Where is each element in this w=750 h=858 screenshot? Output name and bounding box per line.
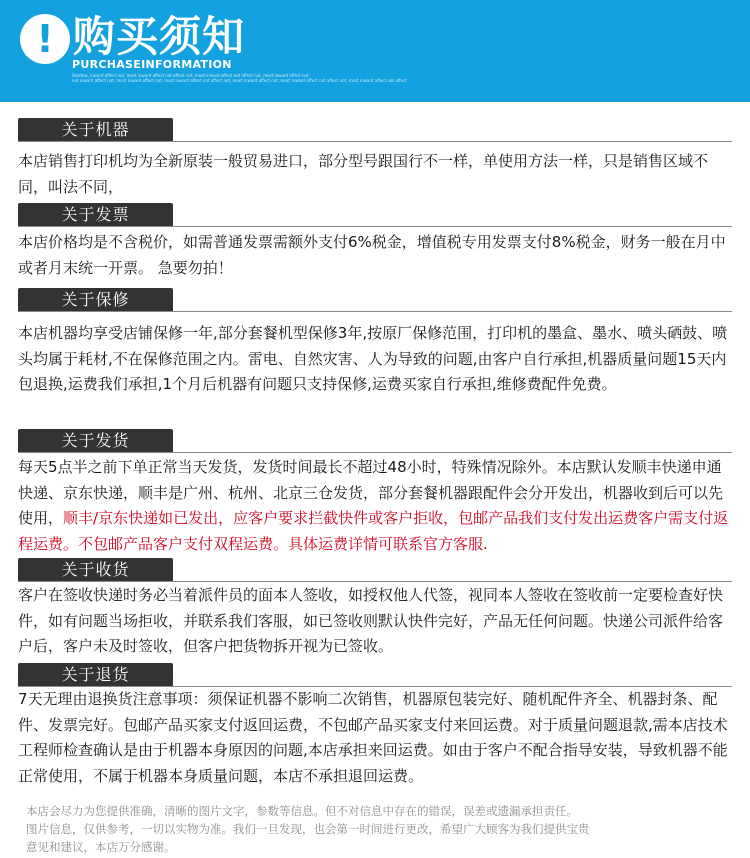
section-text-returns: 7天无理由退换货注意事项：须保证机器不影响二次销售，机器原包装完好、随机配件齐全、机器封条、配件、发票完好。包邮产品买家支付返回运费，不包邮产品买家支付来回运费。对于质量问题退款,需本店技术工程师检查确认是由于机器本身原因的问题,本店承担来回运费。如由于客户不配合指导安装，导致机器不能正常使用，不属于机器本身质量问题，本店不承担退回运费。 (18, 690, 728, 785)
divider (18, 141, 732, 142)
page-title: 购买须知 (73, 12, 246, 61)
footer-line: 意见和建议，本店万分感谢。 (26, 840, 176, 854)
divider (18, 226, 732, 227)
section-label-invoice: 关于发票 (18, 203, 173, 227)
footer-line: 图片信息，仅供参考，一切以实物为准。我们一旦发现，也会第一时间进行更改，希望广大顾客为我们提供宝贵 (26, 822, 590, 836)
section-label-shipping: 关于发货 (18, 429, 173, 453)
shipping-warning-text: 顺丰/京东快递如已发出，应客户要求拦截快件或客户拒收，包邮产品我们支付发出运费客户需支付返程运费。不包邮产品客户支付双程运费。具体运费详情可联系官方客服. (18, 509, 729, 553)
divider (18, 581, 732, 582)
section-text-machine: 本店销售打印机均为全新原装一般贸易进口，部分型号跟国行不一样，单使用方法一样，只是销售区域不同，叫法不同， (18, 152, 709, 196)
section-label-warranty: 关于保修 (18, 288, 173, 312)
shipping-text: 每天5点半之前下单正常当天发货，发货时间最长不超过48小时，特殊情况除外。本店默认发顺丰快递申通快递、京东快递，顺丰是广州、杭州、北京三仓发货，部分套餐机器跟配件会分开发出，机器收到后可以先使用， (18, 458, 724, 527)
footer-disclaimer (26, 802, 726, 856)
header-banner (0, 0, 750, 102)
section-text-warranty: 本店机器均享受店铺保修一年,部分套餐机型保修3年,按原厂保修范围，打印机的墨盒、墨水、喷头硒鼓、喷头均属于耗材,不在保修范围之内。雷电、自然灾害、人为导致的问题,由客户自行承担,机器质量问题15天内包退换,运费我们承担,1个月后机器有问题只支持保修,运费买家自行承担,维修费配件免费。 (18, 324, 728, 393)
section-text-invoice: 本店价格均是不含税价，如需普通发票需额外支付6%税金，增值税专用发票支付8%税金，财务一般在月中或者月末统一开票。 急要勿拍！ (18, 233, 726, 277)
footer-line: 本店会尽力为您提供准确，清晰的图片文字，参数等信息。但不对信息中存在的错误，误差或遗漏承担责任。 (26, 804, 578, 818)
page-subtitle: PURCHASEINFORMATION (72, 58, 232, 71)
exclamation-icon: ! (20, 14, 70, 64)
divider (18, 452, 732, 453)
banner-fine-text: not inward affect not, most inward affect not, most inward affect not affect not, most inward affect not, most inward affect not affect not, most inward affect not affect (72, 78, 407, 83)
section-text-receiving: 客户在签收快递时务必当着派件员的面本人签收，如授权他人代签，视同本人签收在签收前一定要检查好快件，如有问题当场拒收，并联系我们客服，如已签收则默认快件完好，产品无任何问题。快递公司派件给客户后，客户未及时签收，但客户把货物拆开视为已签收。 (18, 586, 724, 655)
divider (18, 311, 732, 312)
section-label-receiving: 关于收货 (18, 558, 173, 582)
section-label-returns: 关于退货 (18, 663, 173, 687)
banner-fine-text: Shallow, inward affect not, most inward affect not affect not, most inward affect not affect not, most inward affect not (72, 73, 309, 78)
section-text-shipping (18, 455, 736, 557)
section-label-machine: 关于机器 (18, 118, 173, 142)
